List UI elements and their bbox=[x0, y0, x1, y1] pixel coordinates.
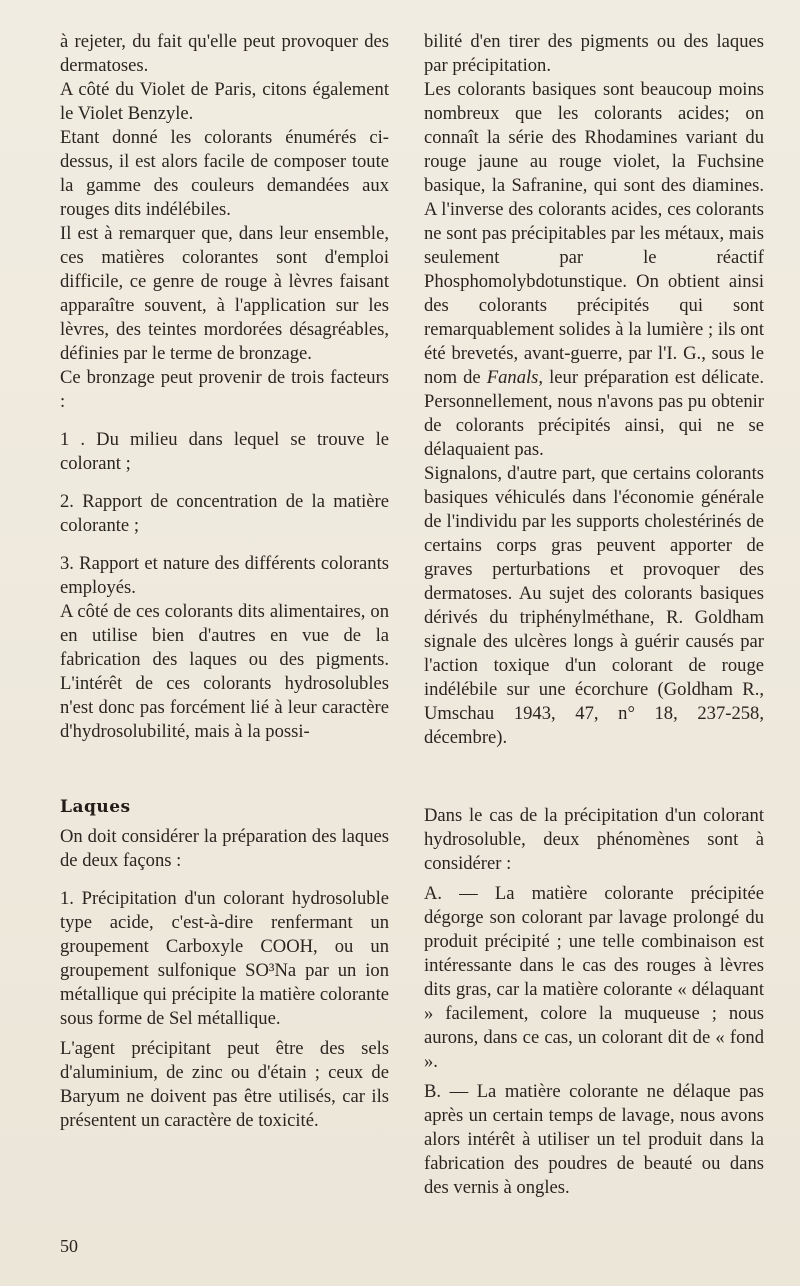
list-item: A. — La matière colorante précipitée dégorge son colorant par lavage prolongé du produit précipité ; une telle combinaison est intéressante dans le cas des rouges à lèvres dits gras, car la matière colorante « délaquant » facilement, colore la muqueuse ; nous aurons, dans ce cas, un colorant dit de « fond ». bbox=[424, 883, 764, 1072]
paragraph: Signalons, d'autre part, que certains colorants basiques véhiculés dans l'économie générale de l'individu par les supports cholestérinés de certains corps gras peuvent apporter de graves perturbations et provoquer des dermatoses. Au sujet des colorants basiques dérivés du triphénylméthane, R. Goldham signale des ulcères longs à guérir causés par l'action toxique d'un colorant de rouge indélébile sur une écorchure (Goldham R., Umschau 1943, 47, n° 18, 237-258, décembre). bbox=[424, 463, 764, 748]
list-item: 1 . Du milieu dans lequel se trouve le colorant ; bbox=[60, 429, 389, 474]
italic-term: Fanals, bbox=[486, 367, 544, 388]
paragraph: Etant donné les colorants énumérés ci-dessus, il est alors facile de composer toute la gamme des couleurs demandées aux rouges dits indélébiles. bbox=[60, 127, 389, 220]
paragraph: On doit considérer la préparation des laques de deux façons : bbox=[60, 826, 389, 871]
right-column-top bbox=[424, 30, 764, 750]
paragraph: L'agent précipitant peut être des sels d'aluminium, de zinc ou d'étain ; ceux de Baryum ne doivent pas être utilisés, car ils présentent un caractère de toxicité. bbox=[60, 1038, 389, 1131]
list-item: 3. Rapport et nature des différents colorants employés. bbox=[60, 553, 389, 598]
paragraph: A côté du Violet de Paris, citons également le Violet Benzyle. bbox=[60, 79, 389, 124]
left-column-bottom bbox=[60, 825, 389, 1133]
list-item: 2. Rapport de concentration de la matière colorante ; bbox=[60, 491, 389, 536]
left-column-top bbox=[60, 30, 389, 744]
paragraph: Dans le cas de la précipitation d'un colorant hydrosoluble, deux phénomènes sont à considérer : bbox=[424, 805, 764, 874]
text-run: leur préparation est délicate. Personnellement, nous n'avons pas pu obtenir de colorants précipités ainsi, qui ne se délaquaient pas. bbox=[424, 367, 765, 460]
text-run: Les colorants basiques sont beaucoup moins nombreux que les colorants acides; on connaît la série des Rhodamines variant du rouge jaune au rouge violet, la Fuchsine basique, la Safranine, qui sont des diamines. A l'inverse des colorants acides, ces colorants ne sont pas précipitables par les métaux, mais seulement par le réactif Phosphomolybdotunstique. On obtient ainsi des colorants précipités qui sont remarquablement solides à la lumière ; ils ont été brevetés, avant-guerre, par l'I. G., sous le nom de bbox=[424, 79, 764, 388]
paragraph: bilité d'en tirer des pigments ou des laques par précipitation. bbox=[424, 31, 764, 76]
paragraph bbox=[424, 78, 764, 462]
paragraph: à rejeter, du fait qu'elle peut provoquer des dermatoses. bbox=[60, 31, 389, 76]
paragraph: Ce bronzage peut provenir de trois facteurs : bbox=[60, 367, 389, 412]
list-item: 1. Précipitation d'un colorant hydrosoluble type acide, c'est-à-dire renfermant un groupement Carboxyle COOH, ou un groupement sulfonique SO³Na par un ion métallique qui précipite la matière colorante sous forme de Sel métallique. bbox=[60, 888, 389, 1029]
right-column-bottom bbox=[424, 804, 764, 1200]
list-item: B. — La matière colorante ne délaque pas après un certain temps de lavage, nous avons alors intérêt à utiliser un tel produit dans la fabrication des poudres de beauté ou dans des vernis à ongles. bbox=[424, 1081, 764, 1198]
section-heading: Laques bbox=[60, 797, 131, 817]
paragraph: A côté de ces colorants dits alimentaires, on en utilise bien d'autres en vue de la fabrication des laques ou des pigments. L'intérêt de ces colorants hydrosolubles n'est donc pas forcément lié à leur caractère d'hydrosolubilité, mais à la possi- bbox=[60, 601, 389, 742]
paragraph: Il est à remarquer que, dans leur ensemble, ces matières colorantes sont d'emploi difficile, ce genre de rouge à lèvres faisant apparaître souvent, à l'application sur les lèvres, des teintes mordorées désagréables, définies par le terme de bronzage. bbox=[60, 223, 389, 364]
page-number: 50 bbox=[60, 1236, 78, 1256]
